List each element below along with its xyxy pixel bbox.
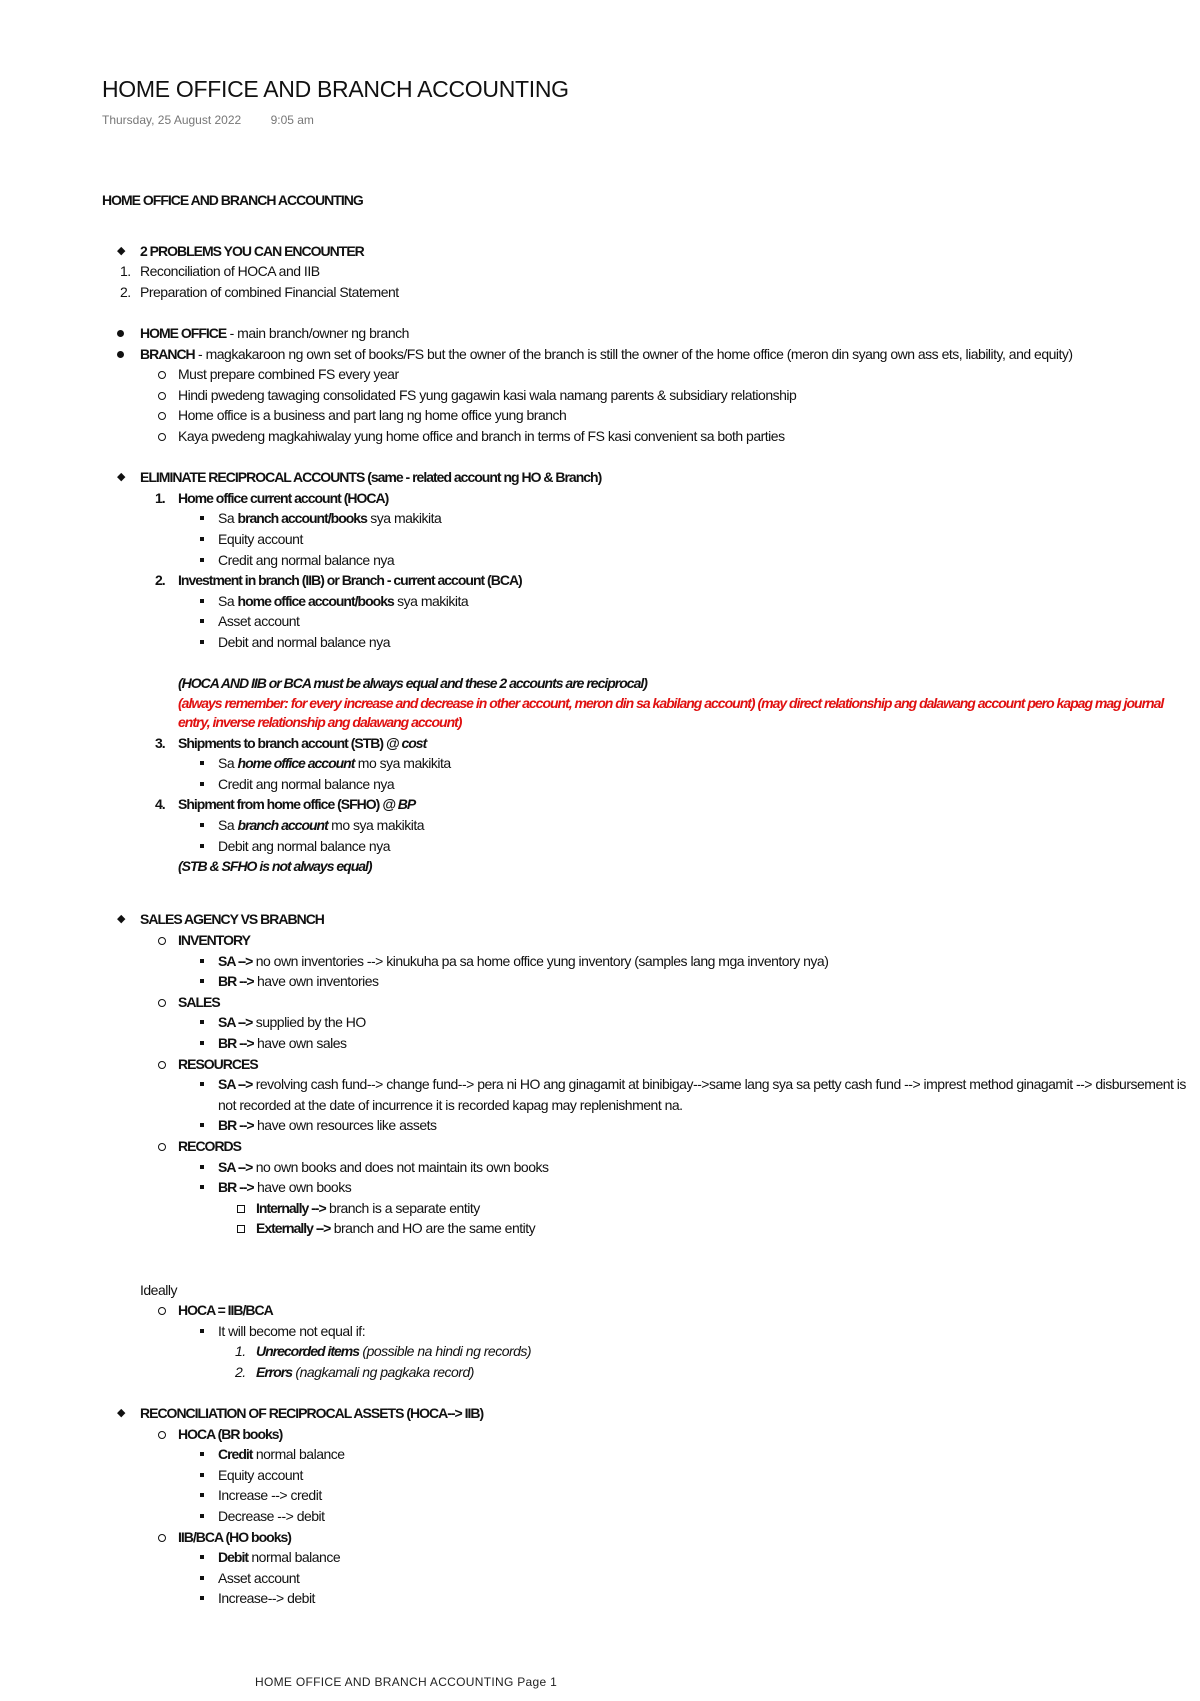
list-item: Credit normal balance [0,1444,1200,1465]
reconciliation-heading-row [0,1403,1200,1424]
note-body [0,190,1200,1609]
square-bullet-icon [200,1329,204,1333]
list-item: Asset account [0,611,1200,632]
list-item: SA --> no own inventories --> kinukuha pa sa home office yung inventory (samples lang mga inventory nya) [0,951,1200,972]
square-bullet-icon [200,1596,204,1600]
list-item: BR --> have own resources like assets [0,1115,1200,1136]
problems-heading-row [0,241,1200,262]
open-square-bullet-icon [237,1205,245,1213]
square-bullet-icon [200,537,204,541]
list-item: Must prepare combined FS every year [0,364,1200,385]
square-bullet-icon [200,1576,204,1580]
square-bullet-icon [200,1473,204,1477]
list-item: Hindi pwedeng tawaging consolidated FS yung gagawin kasi wala namang parents & subsidiary relationship [0,385,1200,406]
page-time: 9:05 am [270,113,314,127]
list-item: Asset account [0,1568,1200,1589]
reciprocal-note: (HOCA AND IIB or BCA must be always equal and these 2 accounts are reciprocal) [178,675,647,692]
square-bullet-icon [200,782,204,786]
square-bullet-icon [200,1165,204,1169]
circle-bullet-icon [158,412,166,420]
circle-bullet-icon [158,999,166,1007]
list-item: Debit and normal balance nya [0,632,1200,653]
square-bullet-icon [200,1493,204,1497]
square-bullet-icon [200,1555,204,1559]
circle-bullet-icon [158,392,166,400]
circle-bullet-icon [158,1143,166,1151]
list-item: Externally --> branch and HO are the same entity [0,1218,1200,1239]
list-item: BR --> have own inventories [0,971,1200,992]
problem-item: Reconciliation of HOCA and IIB [140,263,320,280]
diamond-bullet-icon: ◆ [117,1406,125,1420]
list-item: SA --> no own books and does not maintain its own books [0,1157,1200,1178]
list-item: Sa branch account/books sya makikita [0,508,1200,529]
circle-bullet-icon [158,1061,166,1069]
sales-agency-heading: SALES AGENCY VS BRABNCH [140,911,324,928]
circle-bullet-icon [158,1307,166,1315]
list-item: 2. Preparation of combined Financial Statement [120,283,399,300]
list-item: BR --> have own books [0,1177,1200,1198]
hoca-books-row: HOCA (BR books) [0,1424,1200,1445]
list-item: Equity account [0,1465,1200,1486]
list-item: Debit normal balance [0,1547,1200,1568]
square-bullet-icon [200,516,204,520]
square-bullet-icon [200,761,204,765]
list-item: Sa home office account mo sya makikita [0,753,1200,774]
square-bullet-icon [200,1020,204,1024]
circle-bullet-icon [158,371,166,379]
circle-bullet-icon [158,433,166,441]
list-item: 2. Errors (nagkamali ng pagkaka record) [235,1363,474,1380]
list-item: Internally --> branch is a separate entity [0,1198,1200,1219]
square-bullet-icon [200,619,204,623]
list-item: It will become not equal if: [0,1321,1200,1342]
circle-bullet-icon [158,1431,166,1439]
iib-books-row: IIB/BCA (HO books) [0,1527,1200,1548]
list-item: Home office is a business and part lang ng home office yung branch [0,405,1200,426]
circle-bullet-icon [158,937,166,945]
page-meta [102,113,340,127]
eliminate-heading: ELIMINATE RECIPROCAL ACCOUNTS (same - related account ng HO & Branch) [140,469,602,486]
list-item: 1. Reconciliation of HOCA and IIB [120,263,320,280]
square-bullet-icon [200,1123,204,1127]
dot-bullet-icon [117,351,124,358]
list-item: SA --> revolving cash fund--> change fund--> pera ni HO ang ginagamit at binibigay-->same lang sya sa petty cash fund --> imprest method ginagamit --> disbursement is not recorded at the date of incurrence it is recorded kapag may replenishment na. [0,1074,1190,1115]
square-bullet-icon [200,1041,204,1045]
sfho-title-row: 4. Shipment from home office (SFHO) @ BP [155,796,416,813]
resources-row: RESOURCES [0,1054,1200,1075]
iib-title-row: 2. Investment in branch (IIB) or Branch - current account (BCA) [155,572,522,589]
dot-bullet-icon [117,330,124,337]
home-office-definition: HOME OFFICE - main branch/owner ng branch [0,323,1200,344]
list-item: Increase --> credit [0,1485,1200,1506]
reminder-note: (always remember: for every increase and decrease in other account, meron din sa kabilang account) (may direct relationship ang dalawang account pero kapag mag journal entry, inverse relationship ang dalawang account) [178,694,1164,731]
diamond-bullet-icon: ◆ [117,912,125,926]
inventory-row: INVENTORY [0,930,1200,951]
sales-agency-heading-row [0,909,1200,930]
problems-heading: 2 PROBLEMS YOU CAN ENCOUNTER [140,242,364,259]
square-bullet-icon [200,640,204,644]
page-footer: HOME OFFICE AND BRANCH ACCOUNTING Page 1 [255,1675,558,1689]
square-bullet-icon [200,979,204,983]
list-item: Decrease --> debit [0,1506,1200,1527]
list-item: Credit ang normal balance nya [0,550,1200,571]
square-bullet-icon [200,844,204,848]
list-item: Credit ang normal balance nya [0,774,1200,795]
ideally-label: Ideally [140,1281,177,1298]
list-item: BR --> have own sales [0,1033,1200,1054]
square-bullet-icon [200,1452,204,1456]
section-heading: HOME OFFICE AND BRANCH ACCOUNTING [102,192,363,208]
square-bullet-icon [200,1514,204,1518]
records-row: RECORDS [0,1136,1200,1157]
list-item: Increase--> debit [0,1588,1200,1609]
diamond-bullet-icon: ◆ [117,470,125,484]
list-item: Sa home office account/books sya makikita [0,591,1200,612]
circle-bullet-icon [158,1534,166,1542]
open-square-bullet-icon [237,1225,245,1233]
reconciliation-heading: RECONCILIATION OF RECIPROCAL ASSETS (HOCA--> IIB) [140,1405,484,1422]
list-item: SA --> supplied by the HO [0,1012,1200,1033]
page-title: HOME OFFICE AND BRANCH ACCOUNTING [102,76,569,102]
list-item: 1. Unrecorded items (possible na hindi ng records) [235,1343,532,1360]
sales-row: SALES [0,992,1200,1013]
stb-title-row: 3. Shipments to branch account (STB) @ cost [155,734,427,751]
diamond-bullet-icon: ◆ [117,243,125,257]
stb-sfho-note: (STB & SFHO is not always equal) [178,858,372,875]
branch-definition: BRANCH - magkakaroon ng own set of books/FS but the owner of the branch is still the owner of the home office (meron din syang own ass ets, liability, and equity) [0,344,1170,365]
square-bullet-icon [200,823,204,827]
square-bullet-icon [200,959,204,963]
square-bullet-icon [200,1185,204,1189]
ideally-equation-row: HOCA = IIB/BCA [0,1300,1200,1321]
page-date: Thursday, 25 August 2022 [102,113,242,127]
problem-item: Preparation of combined Financial Statement [140,283,399,300]
list-item: Kaya pwedeng magkahiwalay yung home office and branch in terms of FS kasi convenient sa both parties [0,426,1200,447]
list-item: Equity account [0,529,1200,550]
square-bullet-icon [200,599,204,603]
list-item: Sa branch account mo sya makikita [0,815,1200,836]
hoca-title-row: 1. Home office current account (HOCA) [155,489,389,506]
eliminate-heading-row [0,467,1200,488]
square-bullet-icon [200,558,204,562]
square-bullet-icon [200,1082,204,1086]
list-item: Debit ang normal balance nya [0,836,1200,857]
